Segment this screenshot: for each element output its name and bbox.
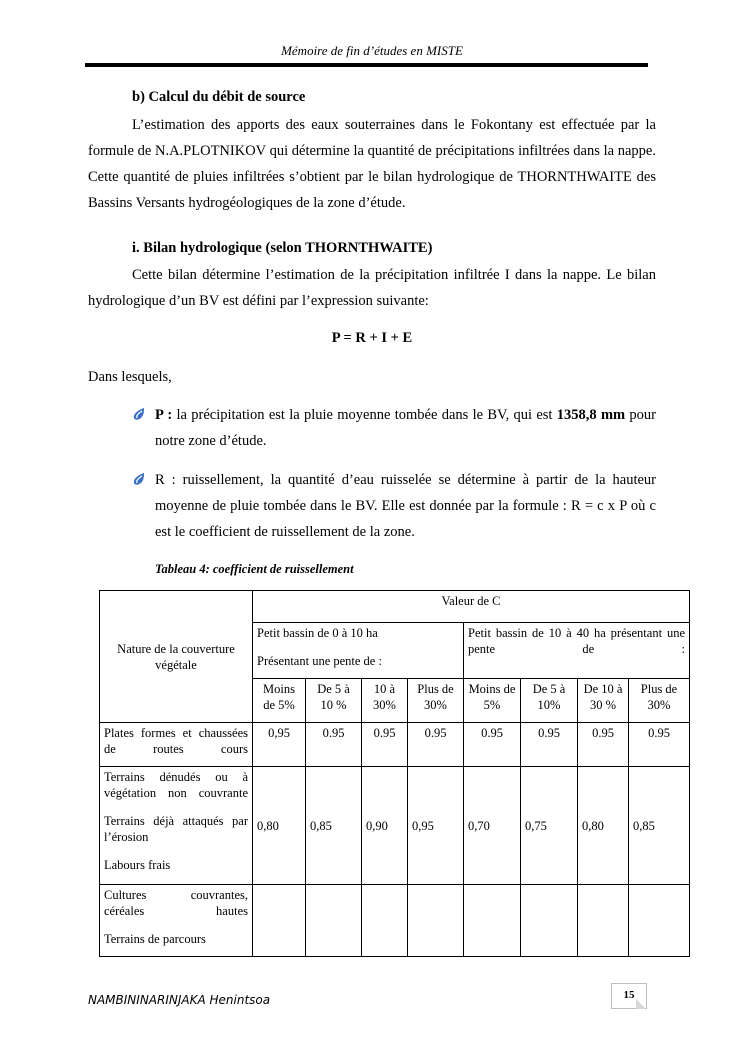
value-cell: 0,70 [464,767,521,885]
table-row [100,885,690,957]
value-cell: 0.95 [464,723,521,767]
value-cell: 0,95 [408,767,464,885]
slope-header: Plus de 30% [408,679,464,723]
running-header: Mémoire de fin d’études en MISTE [281,43,463,58]
row-label: Plates formes et chaussées de routes cours [100,723,253,767]
row-label [100,767,253,885]
table-caption: Tableau 4: coefficient de ruissellement [155,562,354,576]
slope-header: De 10 à 30 % [578,679,629,723]
value-cell: 0.95 [578,723,629,767]
row-label-line: Terrains de parcours [104,932,206,946]
value-cell: 0.95 [362,723,408,767]
slope-header: Moins de 5% [464,679,521,723]
bullet-precipitation [155,402,656,454]
row-header-title: Nature de la couverture végétale [100,591,253,723]
table-row [100,767,690,885]
value-cell: 0,80 [253,767,306,885]
page-number: 15 [611,983,647,1009]
value-cell: 0.95 [408,723,464,767]
row-label-line: Terrains dénudés ou à végétation non couvrante [104,770,248,800]
value-cell: 0,75 [521,767,578,885]
page-curl-decoration [636,999,646,1009]
slope-header: Plus de 30% [629,679,690,723]
value-cell [629,885,690,957]
slope-header: De 5 à 10% [521,679,578,723]
bullet-term-p: P : [155,407,173,423]
intro-text: Dans lesquels, [88,369,172,385]
group-medium-basin: Petit bassin de 10 à 40 ha présentant une pente de : [464,623,690,679]
header-rule [85,63,648,67]
value-cell [578,885,629,957]
section-b-heading: b) Calcul du débit de source [132,89,306,105]
value-title: Valeur de C [253,591,690,623]
water-balance-formula: P = R + I + E [331,330,413,346]
bullet-text-after: pour notre zone d’étude. [155,407,656,449]
value-cell: 0,90 [362,767,408,885]
row-label [100,885,253,957]
bullet-runoff: R : ruissellement, la quantité d’eau ruisselée se détermine à partir de la hauteur moyenne de pluie tombée dans le BV. Elle est donnée par la formule : R = c x P où c est le coefficient de ruissellement de la zone. [155,472,656,540]
drop-bullet-icon [132,472,146,486]
value-cell: 0,80 [578,767,629,885]
section-b-paragraph: L’estimation des apports des eaux souterraines dans le Fokontany est effectuée par la formule de N.A.PLOTNIKOV qui détermine la quantité de précipitations infiltrées dans la nappe. Cette quantité de pluies infiltrées s’obtient par le bilan hydrologique de THORNTHWAITE des Bassins Versants hydrogéologiques de la zone d’étude. [88,117,656,211]
value-cell [306,885,362,957]
group1-line1: Petit bassin de 0 à 10 ha [257,626,378,640]
group1-line2: Présentant une pente de : [257,654,382,668]
value-cell [408,885,464,957]
slope-header: 10 à 30% [362,679,408,723]
row-label-line: Cultures couvrantes, céréales hautes [104,888,248,918]
value-cell: 0.95 [629,723,690,767]
drop-bullet-icon [132,407,146,421]
slope-header: De 5 à 10 % [306,679,362,723]
value-cell [464,885,521,957]
value-cell: 0,85 [306,767,362,885]
slope-header: Moins de 5% [253,679,306,723]
row-label-line: Terrains déjà attaqués par l’érosion [104,814,248,844]
value-cell [521,885,578,957]
group-small-basin [253,623,464,679]
value-cell [362,885,408,957]
row-label-line: Labours frais [104,858,171,872]
value-cell: 0,85 [629,767,690,885]
value-cell: 0.95 [306,723,362,767]
bullet-text-before: la précipitation est la pluie moyenne tombée dans le BV, qui est [172,407,557,423]
section-i-paragraph: Cette bilan détermine l’estimation de la précipitation infiltrée I dans la nappe. Le bilan hydrologique d’un BV est défini par l’expression suivante: [88,267,656,309]
table-row [100,723,690,767]
section-i-heading: i. Bilan hydrologique (selon THORNTHWAITE) [132,240,433,256]
value-cell: 0,95 [253,723,306,767]
value-cell: 0.95 [521,723,578,767]
runoff-coefficient-table [99,590,690,957]
footer-author: NAMBININARINJAKA Henintsoa [88,993,271,1007]
value-cell [253,885,306,957]
precipitation-value: 1358,8 mm [556,407,626,423]
